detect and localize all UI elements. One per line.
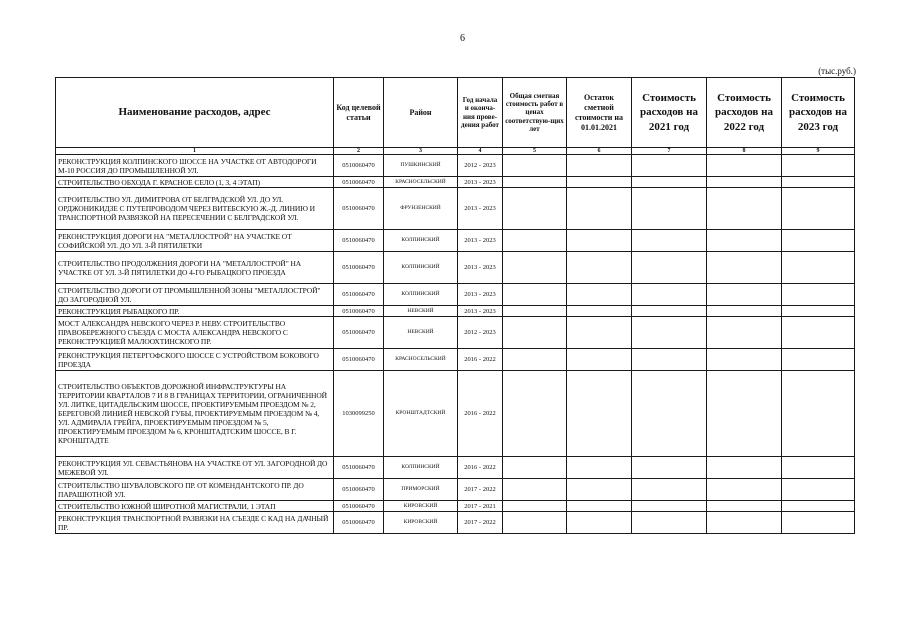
row-cost-2022 [707, 230, 782, 252]
row-years: 2016 - 2022 [458, 457, 503, 479]
column-number: 6 [567, 148, 632, 155]
table-row [56, 479, 855, 501]
row-estimate [503, 230, 567, 252]
row-cost-2023 [782, 306, 855, 317]
row-years: 2012 - 2023 [458, 155, 503, 177]
row-district: НЕВСКИЙ [384, 317, 458, 349]
row-cost-2022 [707, 188, 782, 230]
row-cost-2021 [632, 284, 707, 306]
row-district: КИРОВСКИЙ [384, 501, 458, 512]
row-code: 0510060470 [334, 457, 384, 479]
table-body [56, 155, 855, 534]
row-cost-2023 [782, 230, 855, 252]
row-years: 2013 - 2023 [458, 252, 503, 284]
header-years: Год начала и оконча-ния прове-дения работ [458, 78, 503, 148]
column-number: 9 [782, 148, 855, 155]
row-name: СТРОИТЕЛЬСТВО УЛ. ДИМИТРОВА ОТ БЕЛГРАДСКОЙ УЛ. ДО УЛ. ОРДЖОНИКИДЗЕ С ПУТЕПРОВОДОМ ЧЕРЕЗ ВИТЕБСКУЮ Ж.-Д. ЛИНИЮ И ТРАНСПОРТНОЙ РАЗВЯЗКОЙ НА ПЕРЕСЕЧЕНИИ С БЕЛГРАДСКОЙ УЛ. [56, 188, 334, 230]
table-row [56, 284, 855, 306]
row-cost-2021 [632, 230, 707, 252]
row-remaining-cost [567, 188, 632, 230]
table-row [56, 188, 855, 230]
header-cost-2022: Стоимость расходов на 2022 год [707, 78, 782, 148]
row-cost-2023 [782, 177, 855, 188]
row-cost-2022 [707, 512, 782, 534]
row-name: РЕКОНСТРУКЦИЯ РЫБАЦКОГО ПР. [56, 306, 334, 317]
row-years: 2017 - 2022 [458, 512, 503, 534]
row-cost-2022 [707, 371, 782, 457]
table-row [56, 371, 855, 457]
row-cost-2023 [782, 512, 855, 534]
row-cost-2022 [707, 349, 782, 371]
row-cost-2023 [782, 252, 855, 284]
row-name: РЕКОНСТРУКЦИЯ КОЛПИНСКОГО ШОССЕ НА УЧАСТКЕ ОТ АВТОДОРОГИ М-10 РОССИЯ ДО ПРОМЫШЛЕННОЙ УЛ. [56, 155, 334, 177]
row-years: 2016 - 2022 [458, 349, 503, 371]
row-code: 0510060470 [334, 177, 384, 188]
row-cost-2021 [632, 317, 707, 349]
row-estimate [503, 155, 567, 177]
row-name: СТРОИТЕЛЬСТВО ОБХОДА Г. КРАСНОЕ СЕЛО (1, 3, 4 ЭТАП) [56, 177, 334, 188]
row-years: 2013 - 2023 [458, 230, 503, 252]
row-years: 2013 - 2023 [458, 284, 503, 306]
unit-note: (тыс.руб.) [818, 66, 856, 76]
row-code: 0510060470 [334, 155, 384, 177]
row-district: ФРУНЗЕНСКИЙ [384, 188, 458, 230]
row-cost-2022 [707, 155, 782, 177]
row-code: 0510060470 [334, 512, 384, 534]
row-cost-2022 [707, 177, 782, 188]
row-estimate [503, 479, 567, 501]
header-code: Код целевой статьи [334, 78, 384, 148]
row-cost-2022 [707, 317, 782, 349]
row-code: 0510060470 [334, 349, 384, 371]
row-name: РЕКОНСТРУКЦИЯ УЛ. СЕВАСТЬЯНОВА НА УЧАСТКЕ ОТ УЛ. ЗАГОРОДНОЙ ДО МЕЖЕВОЙ УЛ. [56, 457, 334, 479]
row-code: 1030099250 [334, 371, 384, 457]
row-name: СТРОИТЕЛЬСТВО ОБЪЕКТОВ ДОРОЖНОЙ ИНФРАСТРУКТУРЫ НА ТЕРРИТОРИИ КВАРТАЛОВ 7 И 8 В ГРАНИЦАХ ТЕРРИТОРИИ, ОГРАНИЧЕННОЙ УЛ. ЛИТКЕ, ЦИТАДЕЛЬСКИМ ШОССЕ, ПРОЕКТИРУЕМЫМ ПРОЕЗДОМ № 2, БЕРЕГОВОЙ ЛИНИЕЙ НЕВСКОЙ ГУБЫ, ПРОЕКТИРУЕМЫМ ПРОЕЗДОМ № 4, УЛ. АДМИРАЛА ГРЕЙГА, ПРОЕКТИРУЕМЫМ ПРОЕЗДОМ № 5, ПРОЕКТИРУЕМЫМ ПРОЕЗДОМ № 6, КРОНШТАДТСКИМ ШОССЕ, В Г. КРОНШТАДТЕ [56, 371, 334, 457]
row-code: 0510060470 [334, 252, 384, 284]
table-row [56, 512, 855, 534]
row-cost-2021 [632, 188, 707, 230]
row-name: РЕКОНСТРУКЦИЯ ДОРОГИ НА "МЕТАЛЛОСТРОЙ" НА УЧАСТКЕ ОТ СОФИЙСКОЙ УЛ. ДО УЛ. 3-Й ПЯТИЛЕТКИ [56, 230, 334, 252]
row-years: 2017 - 2022 [458, 479, 503, 501]
row-estimate [503, 306, 567, 317]
row-district: КОЛПИНСКИЙ [384, 230, 458, 252]
row-years: 2017 - 2021 [458, 501, 503, 512]
column-number: 3 [384, 148, 458, 155]
column-number: 7 [632, 148, 707, 155]
row-district: КИРОВСКИЙ [384, 512, 458, 534]
table-row [56, 177, 855, 188]
row-estimate [503, 512, 567, 534]
header-estimate: Общая сметная стоимость работ в ценах соответствую-щих лет [503, 78, 567, 148]
header-row [56, 78, 855, 148]
table-row [56, 349, 855, 371]
row-estimate [503, 501, 567, 512]
row-district: КОЛПИНСКИЙ [384, 252, 458, 284]
row-estimate [503, 317, 567, 349]
row-cost-2023 [782, 501, 855, 512]
row-cost-2023 [782, 317, 855, 349]
row-cost-2022 [707, 457, 782, 479]
column-number: 8 [707, 148, 782, 155]
row-years: 2016 - 2022 [458, 371, 503, 457]
row-code: 0510060470 [334, 230, 384, 252]
row-remaining-cost [567, 479, 632, 501]
row-code: 0510060470 [334, 284, 384, 306]
row-name: СТРОИТЕЛЬСТВО ШУВАЛОВСКОГО ПР. ОТ КОМЕНДАНТСКОГО ПР. ДО ПАРАШЮТНОЙ УЛ. [56, 479, 334, 501]
row-cost-2023 [782, 155, 855, 177]
row-remaining-cost [567, 317, 632, 349]
row-years: 2013 - 2023 [458, 306, 503, 317]
row-cost-2022 [707, 284, 782, 306]
row-code: 0510060470 [334, 479, 384, 501]
row-remaining-cost [567, 501, 632, 512]
table-row [56, 252, 855, 284]
row-estimate [503, 252, 567, 284]
row-cost-2022 [707, 479, 782, 501]
row-cost-2022 [707, 501, 782, 512]
row-code: 0510060470 [334, 501, 384, 512]
table-row [56, 155, 855, 177]
row-district: КРОНШТАДТСКИЙ [384, 371, 458, 457]
header-cost-2021: Стоимость расходов на 2021 год [632, 78, 707, 148]
row-years: 2012 - 2023 [458, 317, 503, 349]
row-cost-2021 [632, 371, 707, 457]
row-code: 0510060470 [334, 188, 384, 230]
row-remaining-cost [567, 512, 632, 534]
row-remaining-cost [567, 230, 632, 252]
row-cost-2021 [632, 306, 707, 317]
row-years: 2013 - 2023 [458, 177, 503, 188]
row-estimate [503, 371, 567, 457]
row-cost-2021 [632, 479, 707, 501]
row-cost-2021 [632, 177, 707, 188]
row-cost-2021 [632, 512, 707, 534]
row-years: 2013 - 2023 [458, 188, 503, 230]
column-number: 1 [56, 148, 334, 155]
row-remaining-cost [567, 306, 632, 317]
row-cost-2022 [707, 306, 782, 317]
row-remaining-cost [567, 457, 632, 479]
column-number: 5 [503, 148, 567, 155]
row-district: КОЛПИНСКИЙ [384, 457, 458, 479]
row-cost-2022 [707, 252, 782, 284]
row-cost-2021 [632, 155, 707, 177]
row-remaining-cost [567, 252, 632, 284]
row-remaining-cost [567, 371, 632, 457]
row-name: РЕКОНСТРУКЦИЯ ТРАНСПОРТНОЙ РАЗВЯЗКИ НА СЪЕЗДЕ С КАД НА ДАЧНЫЙ ПР. [56, 512, 334, 534]
row-district: НЕВСКИЙ [384, 306, 458, 317]
column-number: 4 [458, 148, 503, 155]
row-cost-2023 [782, 371, 855, 457]
row-district: ПРИМОРСКИЙ [384, 479, 458, 501]
row-remaining-cost [567, 284, 632, 306]
row-district: КРАСНОСЕЛЬСКИЙ [384, 177, 458, 188]
row-cost-2023 [782, 188, 855, 230]
table-row [56, 230, 855, 252]
table-row [56, 317, 855, 349]
row-estimate [503, 177, 567, 188]
row-remaining-cost [567, 177, 632, 188]
row-name: СТРОИТЕЛЬСТВО ЮЖНОЙ ШИРОТНОЙ МАГИСТРАЛИ, 1 ЭТАП [56, 501, 334, 512]
page-number: 6 [460, 33, 465, 44]
row-cost-2021 [632, 252, 707, 284]
row-cost-2023 [782, 284, 855, 306]
row-name: МОСТ АЛЕКСАНДРА НЕВСКОГО ЧЕРЕЗ Р. НЕВУ. СТРОИТЕЛЬСТВО ПРАВОБЕРЕЖНОГО СЪЕЗДА С МОСТА АЛЕКСАНДРА НЕВСКОГО С РЕКОНСТРУКЦИЕЙ МАЛООХТИНСКОГО ПР. [56, 317, 334, 349]
row-cost-2021 [632, 501, 707, 512]
row-cost-2023 [782, 349, 855, 371]
row-district: КОЛПИНСКИЙ [384, 284, 458, 306]
column-number-row [56, 148, 855, 155]
row-estimate [503, 457, 567, 479]
row-estimate [503, 284, 567, 306]
column-number: 2 [334, 148, 384, 155]
header-remaining-cost: Остаток сметной стоимости на 01.01.2021 [567, 78, 632, 148]
header-name: Наименование расходов, адрес [56, 78, 334, 148]
row-remaining-cost [567, 155, 632, 177]
row-district: ПУШКИНСКИЙ [384, 155, 458, 177]
row-code: 0510060470 [334, 306, 384, 317]
row-cost-2021 [632, 349, 707, 371]
row-remaining-cost [567, 349, 632, 371]
row-district: КРАСНОСЕЛЬСКИЙ [384, 349, 458, 371]
row-name: РЕКОНСТРУКЦИЯ ПЕТЕРГОФСКОГО ШОССЕ С УСТРОЙСТВОМ БОКОВОГО ПРОЕЗДА [56, 349, 334, 371]
table-row [56, 501, 855, 512]
row-name: СТРОИТЕЛЬСТВО ДОРОГИ ОТ ПРОМЫШЛЕННОЙ ЗОНЫ "МЕТАЛЛОСТРОЙ" ДО ЗАГОРОДНОЙ УЛ. [56, 284, 334, 306]
table-row [56, 306, 855, 317]
table-row [56, 457, 855, 479]
row-cost-2023 [782, 479, 855, 501]
row-cost-2021 [632, 457, 707, 479]
row-estimate [503, 349, 567, 371]
expenditure-table [55, 77, 855, 534]
row-estimate [503, 188, 567, 230]
row-code: 0510060470 [334, 317, 384, 349]
header-district: Район [384, 78, 458, 148]
row-name: СТРОИТЕЛЬСТВО ПРОДОЛЖЕНИЯ ДОРОГИ НА "МЕТАЛЛОСТРОЙ" НА УЧАСТКЕ ОТ УЛ. 3-Й ПЯТИЛЕТКИ ДО 4-ГО РЫБАЦКОГО ПРОЕЗДА [56, 252, 334, 284]
row-cost-2023 [782, 457, 855, 479]
header-cost-2023: Стоимость расходов на 2023 год [782, 78, 855, 148]
